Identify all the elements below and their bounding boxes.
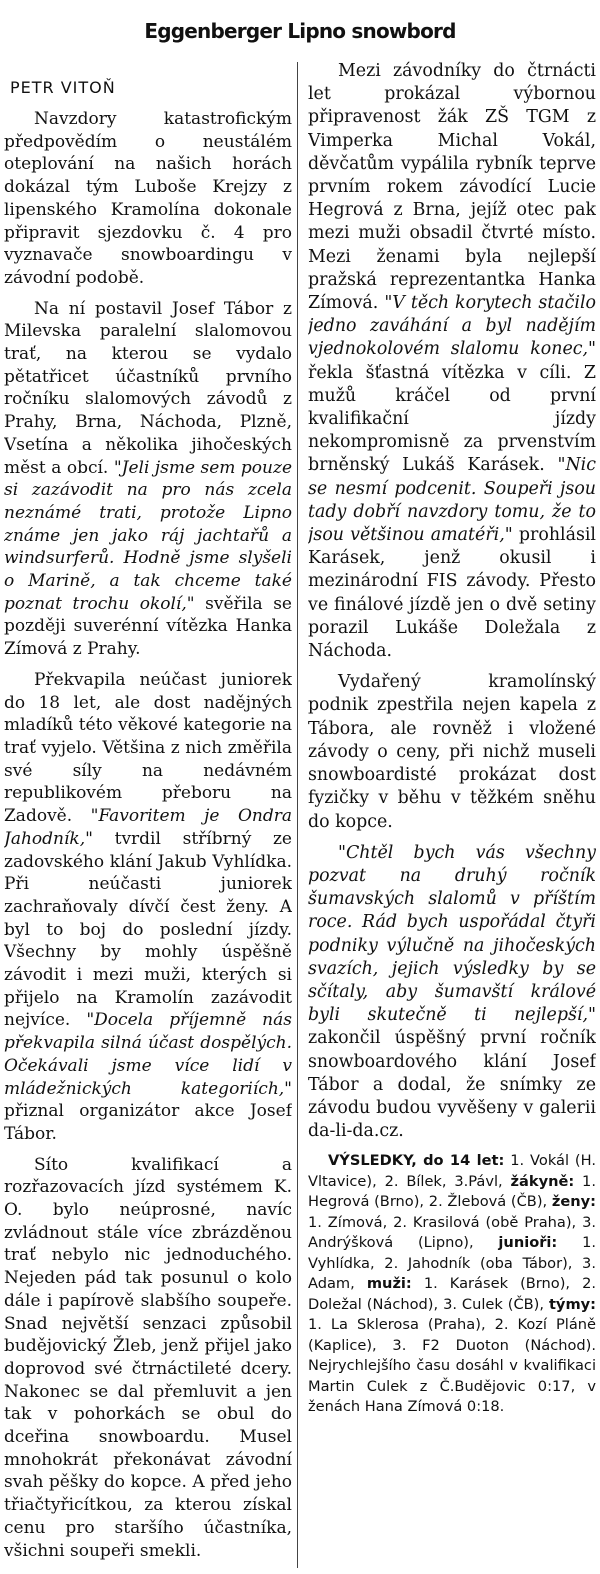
quote: "Jeli jsme sem pouze si zazávodit na pro nás zcela neznámé trati, protože Lipno známe jen jako ráj jachtařů a windsurferů. Hodně jsme slyšeli o Marině, a tak chceme také poznat trochu okolí," xyxy=(4,457,292,614)
article-column-right xyxy=(308,60,596,1570)
article-paragraph: Překvapila neúčast juniorek do 18 let, ale dost nadějných mladíků této věkové kategorie na trať vyjelo. Většina z nich změřila své síly na nedávném republikovém přeboru na Zadově. "Favoritem je Ondra Jahodník," tvrdil stříbrný ze zadovského klání Jakub Vyhlídka. Při neúčasti juniorek zachraňovaly dívčí čest ženy. A byl to boj do poslední jízdy. Všechny by mohly úspěšně závodit i mezi muži, kterých si přijelo na Kramolín zazávodit nejvíce. "Docela příjemně nás překvapila silná účast dospělých. Očekávali jsme více lidí v mládežnických kategoriích," přiznal organizátor akce Josef Tábor. xyxy=(4,669,292,1144)
article-paragraph: Mezi závodníky do čtrnácti let prokázal výbornou připravenost žák ZŠ TGM z Vimperka Michal Vokál, děvčatům vypálila rybník teprve prvním rokem závodící Lucie Hegrová z Brna, jejíž otec pak mezi muži obsadil čtvrté místo. Mezi ženami byla nejlepší pražská reprezentantka Hanka Zímová. "V těch korytech stačilo jedno zaváhání a byl nadějím vjednokolovém slalomu konec," řekla šťastná vítězka v cíli. Z mužů kráčel od první kvalifikační jízdy nekompromisně za prvenstvím brněnský Lukáš Karásek. "Nic se nesmí podcenit. Soupeři jsou tady dobří navzdory tomu, že to jsou většinou amatéři," prohlásil Karásek, jenž okusil i mezinárodní FIS závody. Přesto ve finálové jízdě jen o dvě setiny porazil Lukáše Doležala z Náchoda. xyxy=(308,61,596,662)
quote: "Favoritem je Ondra Jahodník," xyxy=(4,806,292,849)
headline: Eggenberger Lipno snowbord xyxy=(144,19,456,43)
article-paragraph: "Chtěl bych vás všechny pozvat na druhý ročník šumavských slalomů v příštím roce. Rád bych uspořádal čtyři podniky výlučně na jihočeských svazích, jejich výsledky by se sčítaly, aby šumavští králové byli skutečně ti nejlepší," zakončil úspěšný první ročník snowboardového klání Josef Tábor a dodal, že snímky ze závodu budou vyvěšeny v galerii da-li-da.cz. xyxy=(308,842,596,1142)
author-byline: PETR VITOŇ xyxy=(10,78,116,97)
article-paragraph: Navzdory katastrofickým předpovědím o neustálém oteplování na našich horách dokázal tým Luboše Krejzy z lipenského Kramolína dokonale připravit sjezdovku č. 4 pro vyznavače snowboardingu v závodní podobě. xyxy=(4,109,292,288)
article-paragraph: Na ní postavil Josef Tábor z Milevska paralelní slalomovou trať, na kterou se vydalo pětatřicet účastníků prvního ročníku slalomových závodů z Prahy, Brna, Náchoda, Plzně, Vsetína a několika jihočeských měst a obcí. "Jeli jsme sem pouze si zazávodit na pro nás zcela neznámé trati, protože Lipno známe jen jako ráj jachtařů a windsurferů. Hodně jsme slyšeli o Marině, a tak chceme také poznat trochu okolí," svěřila se později suverénní vítězka Hanka Zímová z Prahy. xyxy=(4,298,292,660)
results-box: VÝSLEDKY, do 14 let: 1. Vokál (H. Vltavice), 2. Bílek, 3.Pávl, žákyně: 1. Hegrová (Brno), 2. Žlebová (ČB), ženy: 1. Zímová, 2. Krasilová (obě Praha), 3. Andrýšková (Lipno), junioři: 1. Vyhlídka, 2. Jahodník (oba Tábor), 3. Adam, muži: 1. Karásek (Brno), 2. Doležal (Náchod), 3. Culek (ČB), týmy: 1. La Sklerosa (Praha), 2. Kozí Pláně (Kaplice), 3. F2 Duoton (Náchod). Nejrychlejšího času dosáhl v kvalifikaci Martin Culek z Č.Budějovic 0:17, v ženách Hana Zímová 0:18. xyxy=(308,1152,596,1416)
column-divider xyxy=(297,62,298,1568)
quote: "Nic se nesmí podcenit. Soupeři jsou tady dobří navzdory tomu, že to jsou většinou amatéři," xyxy=(308,455,596,546)
article-paragraph: Síto kvalifikací a rozřazovacích jízd systémem K. O. bylo neúprosné, navíc zvládnout stále více zbrázděnou trať nebylo nic jednoduchého. Nejeden pád tak posunul o kolo dále i papírově slabšího soupeře. Snad největší senzaci způsobil budějovický Žleb, jenž přijel jako doprovod své čtrnáctileté dcery. Nakonec se dal přemluvit a jen tak v pohorkách se obul do dceřina snowboardu. Musel mnohokrát překonávat závodní svah pěšky do kopce. A před jeho třiačtyřicítkou, za kterou získal cenu pro staršího účastníka, všichni soupeři smekli. xyxy=(4,1154,292,1561)
article-paragraph: Vydařený kramolínský podnik zpestřila nejen kapela z Tábora, ale rovněž i vložené závody o ceny, při nichž museli snowboardisté prokázat dost fyzičky v běhu v těžkém sněhu do kopce. xyxy=(308,672,596,832)
quote: "Chtěl bych vás všechny pozvat na druhý ročník šumavských slalomů v příštím roce. Rád bych uspořádal čtyři podniky výlučně na jihočeských svazích, jejich výsledky by se sčítaly, aby šumavští králové byli skutečně ti nejlepší," xyxy=(308,842,596,1026)
quote: "V těch korytech stačilo jedno zaváhání a byl nadějím vjednokolovém slalomu konec," xyxy=(308,293,596,360)
article-column-left xyxy=(4,108,292,1570)
quote: "Docela příjemně nás překvapila silná účast dospělých. Očekávali jsme více lidí v mládežnických kategoriích," xyxy=(4,1010,292,1099)
